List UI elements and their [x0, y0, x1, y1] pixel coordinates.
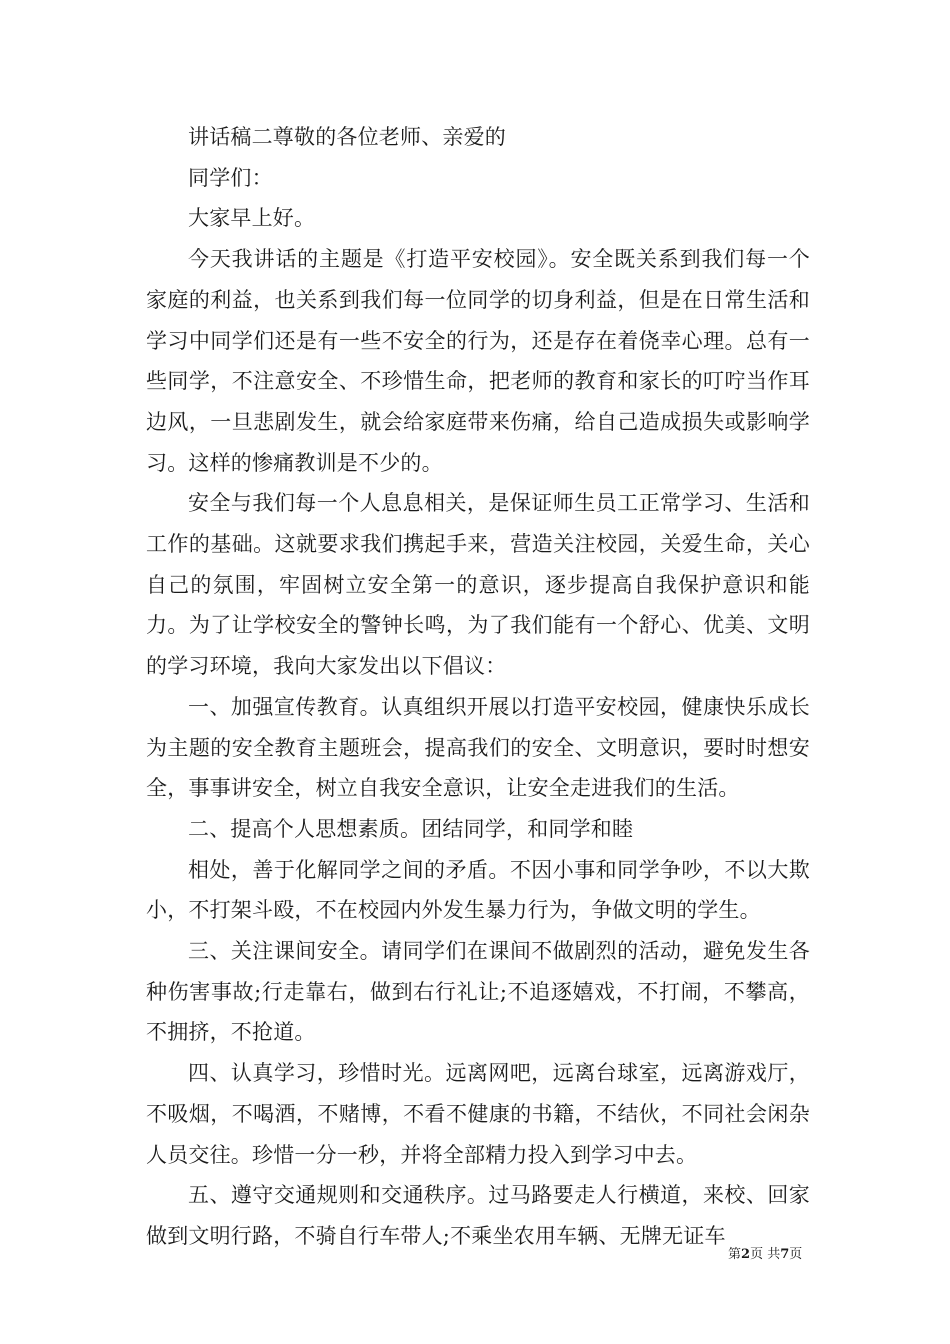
- paragraph-proposal-5: 五、遵守交通规则和交通秩序。过马路要走人行横道，来校、回家做到文明行路，不骑自行车带人;不乘坐农用车辆、无牌无证车: [146, 1183, 810, 1248]
- paragraph-proposal-3: 三、关注课间安全。请同学们在课间不做剧烈的活动，避免发生各种伤害事故;行走靠右，做到右行礼让;不追逐嬉戏，不打闹，不攀高，不拥挤，不抢道。: [146, 939, 810, 1045]
- page-number-footer: [728, 1246, 802, 1264]
- footer-middle: 页 共: [750, 1247, 781, 1262]
- paragraph-greeting: 大家早上好。: [188, 206, 316, 231]
- paragraph-proposal-1: 一、加强宣传教育。认真组织开展以打造平安校园，健康快乐成长为主题的安全教育主题班会，提高我们的安全、文明意识，要时时想安全，事事讲安全，树立自我安全意识，让安全走进我们的生活。: [146, 694, 810, 801]
- current-page-number: 2: [741, 1247, 751, 1262]
- paragraph-safety-importance: 安全与我们每一个人息息相关，是保证师生员工正常学习、生活和工作的基础。这就要求我们携起手来，营造关注校园，关爱生命，关心自己的氛围，牢固树立安全第一的意识，逐步提高自我保护意识和能力。为了让学校安全的警钟长鸣，为了我们能有一个舒心、优美、文明的学习环境，我向大家发出以下倡议：: [146, 491, 810, 679]
- total-page-number: 7: [780, 1247, 790, 1262]
- paragraph-proposal-2-cont: 相处，善于化解同学之间的矛盾。不因小事和同学争吵，不以大欺小，不打架斗殴，不在校园内外发生暴力行为，争做文明的学生。: [146, 857, 810, 923]
- footer-suffix: 页: [789, 1247, 803, 1262]
- paragraph-salutation-2: 同学们：: [188, 165, 273, 190]
- paragraph-proposal-4: 四、认真学习，珍惜时光。远离网吧，远离台球室，远离游戏厅，不吸烟，不喝酒，不赌博，不看不健康的书籍，不结伙，不同社会闲杂人员交往。珍惜一分一秒，并将全部精力投入到学习中去。: [146, 1061, 810, 1167]
- document-body: [146, 117, 810, 1257]
- footer-prefix: 第: [728, 1247, 742, 1262]
- paragraph-theme: 今天我讲话的主题是《打造平安校园》。安全既关系到我们每一个家庭的利益，也关系到我们每一位同学的切身利益，但是在日常生活和学习中同学们还是有一些不安全的行为，还是存在着侥幸心理。总有一些同学，不注意安全、不珍惜生命，把老师的教育和家长的叮咛当作耳边风，一旦悲剧发生，就会给家庭带来伤痛，给自己造成损失或影响学习。这样的惨痛教训是不少的。: [146, 247, 810, 475]
- paragraph-salutation-1: 讲话稿二尊敬的各位老师、亲爱的: [188, 125, 506, 149]
- paragraph-proposal-2: 二、提高个人思想素质。团结同学，和同学和睦: [188, 816, 634, 841]
